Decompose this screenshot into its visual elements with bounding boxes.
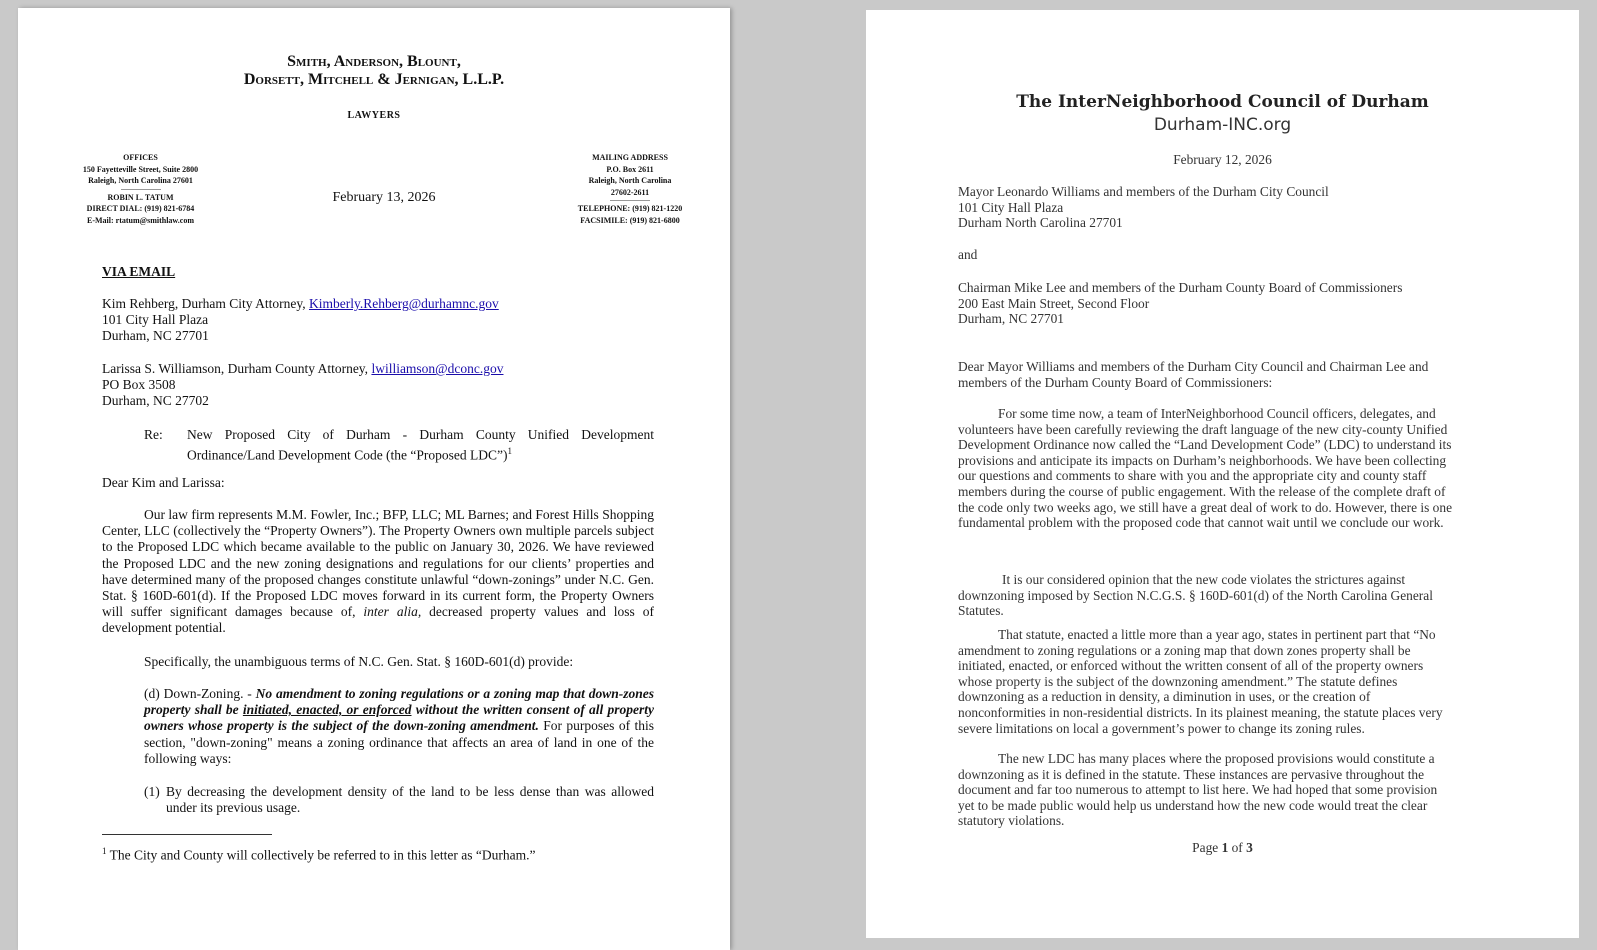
quote-bold-italic-underline: initiated, enacted, or enforced xyxy=(242,702,412,718)
mailing-line1: P.O. Box 2611 xyxy=(606,164,654,174)
addressee2-line2: 200 East Main Street, Second Floor xyxy=(958,295,1150,311)
page-label: Page xyxy=(1192,840,1222,855)
left-paragraph-1 xyxy=(102,507,654,637)
addressee1-line2: 101 City Hall Plaza xyxy=(958,199,1064,215)
recipient-block-2 xyxy=(102,361,662,410)
page-indicator xyxy=(866,840,1579,856)
left-document-page xyxy=(18,8,730,950)
recipient1-address2: Durham, NC 27701 xyxy=(102,328,209,344)
right-paragraph-2: It is our considered opinion that the new code violates the strictures against downzoning imposed by Section N.C.G.S. § 160D-601(d) of the North Carolina General Statutes. xyxy=(958,572,1433,619)
quote-lead: (d) Down-Zoning. - xyxy=(144,686,256,701)
right-paragraph-1: For some time now, a team of InterNeighborhood Council officers, delegates, and volunteers have been carefully reviewing the draft language of the new city-county Unified Development Ordinance now called the “Land Development Code” (LDC) to understand its provisions and anticipate its impacts on Durham’s neighborhoods. We have been collecting our questions and comments to share with you and the appropriate city and county staff members during the course of public engagement. With the release of the complete draft of the code only two weeks ago, we still have a great deal of work to do. However, there is one fundamental problem with the proposed code that cannot wait until we conclude our work. xyxy=(958,406,1453,531)
mailing-line2: Raleigh, North Carolina xyxy=(588,176,672,185)
re-subject-text: New Proposed City of Durham - Durham County Unified Development Ordinance/Land Development Code (the “Proposed LDC”) xyxy=(187,427,654,463)
offices-block xyxy=(58,152,223,226)
re-subject xyxy=(187,427,654,464)
via-email-heading: VIA EMAIL xyxy=(102,264,176,279)
right-document-page xyxy=(866,10,1579,938)
recipient2-address1: PO Box 3508 xyxy=(102,377,176,393)
attorney-name: ROBIN L. TATUM xyxy=(107,192,174,202)
divider xyxy=(610,200,650,201)
facsimile: FACSIMILE: (919) 821-6800 xyxy=(580,215,680,225)
recipient1-name: Kim Rehberg, Durham City Attorney, xyxy=(102,296,309,311)
addressee2-line3: Durham, NC 27701 xyxy=(958,311,1065,327)
organization-title: The InterNeighborhood Council of Durham xyxy=(1016,92,1429,112)
addressee1-line1: Mayor Leonardo Williams and members of the Durham City Council xyxy=(958,184,1329,199)
addressee2-line1: Chairman Mike Lee and members of the Durham County Board of Commissioners xyxy=(958,280,1403,295)
divider xyxy=(121,189,161,190)
recipient1-address1: 101 City Hall Plaza xyxy=(102,312,209,328)
recipient2-email-link[interactable]: lwilliamson@dconc.gov xyxy=(371,361,504,376)
right-paragraph-3: That statute, enacted a little more than a year ago, states in pertinent part that “No amendment to zoning regulations or a zoning map that down zones property shall be initiated, enacted, or enforced without the written consent of all of the property owners whose property is the subject of the downzoning amendment.” The statute defines downzoning as a reduction in density, a diminution in uses, or the creation of nonconformities in non-residential districts. In its plainest meaning, the statute places very severe limitations on local a government’s power to change its zoning rules. xyxy=(958,627,1443,736)
recipient2-address2: Durham, NC 27702 xyxy=(102,393,209,409)
page-total: 3 xyxy=(1246,840,1253,855)
direct-dial: DIRECT DIAL: (919) 821-6784 xyxy=(86,204,195,213)
item1-number: (1) xyxy=(144,784,160,799)
addressee-block-2 xyxy=(958,280,1402,327)
re-label: Re: xyxy=(144,427,163,442)
offices-line1: 150 Fayetteville Street, Suite 2800 xyxy=(82,164,199,174)
footnote-number: 1 xyxy=(102,846,107,856)
quote-bold-italic-2: without the written consent of all property owners whose property is the subject of the down-zoning amendment. xyxy=(144,702,654,734)
mailing-line3: 27602-2611 xyxy=(610,187,650,197)
addressee-block-1 xyxy=(958,184,1329,231)
lawyers-label: LAWYERS xyxy=(347,110,401,121)
page-number: 1 xyxy=(1221,840,1229,855)
left-salutation: Dear Kim and Larissa: xyxy=(102,475,225,490)
statute-quote xyxy=(144,686,654,767)
para1-text-b: decreased property values and loss of development potential. xyxy=(102,604,654,636)
para1-text-a: Our law firm represents M.M. Fowler, Inc.; BFP, LLC; ML Barnes; and Forest Hills Shopping Center, LLC (collectively the “Property Owners”). The Property Owners own multiple parcels subject to the Proposed LDC which became available to the public on January 30, 2026. We have reviewed the Proposed LDC and the new zoning designations and regulations for our clients’ properties and have determined many of the proposed changes constitute unlawful “down-zonings” under N.C. Gen. Stat. § 160D-601(d). If the Proposed LDC moves forward in its current form, the Property Owners will suffer significant damages because of, xyxy=(102,507,654,620)
quote-bold-italic-1: No amendment to zoning regulations or a zoning map that down-zones property shall be xyxy=(144,686,655,718)
mailing-heading: MAILING ADDRESS xyxy=(592,153,668,162)
and-separator: and xyxy=(958,247,978,262)
quote-rest: For purposes of this section, "down-zoning" means a zoning ordinance that affects an area of land in one of the following ways: xyxy=(144,718,654,766)
para1-italic: inter alia, xyxy=(363,604,422,620)
telephone: TELEPHONE: (919) 821-1220 xyxy=(577,204,683,213)
left-paragraph-2: Specifically, the unambiguous terms of N.C. Gen. Stat. § 160D-601(d) provide: xyxy=(144,654,574,669)
right-letter-date: February 12, 2026 xyxy=(1173,152,1272,167)
recipient2-name: Larissa S. Williamson, Durham County Attorney, xyxy=(102,361,372,376)
left-letter-date: February 13, 2026 xyxy=(332,190,436,205)
page-of: of xyxy=(1228,840,1247,855)
mailing-address-block xyxy=(548,152,712,226)
recipient-block-1 xyxy=(102,296,662,345)
recipient1-email-link[interactable]: Kimberly.Rehberg@durhamnc.gov xyxy=(308,296,499,311)
offices-heading: OFFICES xyxy=(123,153,158,162)
footnote-text: The City and County will collectively be referred to in this letter as “Durham.” xyxy=(106,847,536,863)
offices-line2: Raleigh, North Carolina 27601 xyxy=(88,176,193,185)
footnote xyxy=(102,843,536,864)
firm-name-line1: Smith, Anderson, Blount, xyxy=(287,53,461,70)
attorney-email: E-Mail: rtatum@smithlaw.com xyxy=(87,215,194,225)
footnote-rule xyxy=(102,834,272,835)
re-footnote-ref: 1 xyxy=(507,446,513,457)
item1-text: By decreasing the development density of the land to be less dense than was allowed under its previous usage. xyxy=(166,784,654,816)
right-salutation: Dear Mayor Williams and members of the Durham City Council and Chairman Lee and members of the Durham County Board of Commissioners: xyxy=(958,359,1429,390)
addressee1-line3: Durham North Carolina 27701 xyxy=(958,215,1123,231)
right-paragraph-4: The new LDC has many places where the proposed provisions would constitute a downzoning as it is defined in the statute. These instances are pervasive throughout the document and far too numerous to attempt to list here. We had hoped that some provision yet to be made public would help us understand how the new code would treat the clear statutory violations. xyxy=(958,751,1438,829)
organization-website: Durham-INC.org xyxy=(1153,115,1292,135)
firm-name-line2: Dorsett, Mitchell & Jernigan, L.L.P. xyxy=(243,71,505,88)
